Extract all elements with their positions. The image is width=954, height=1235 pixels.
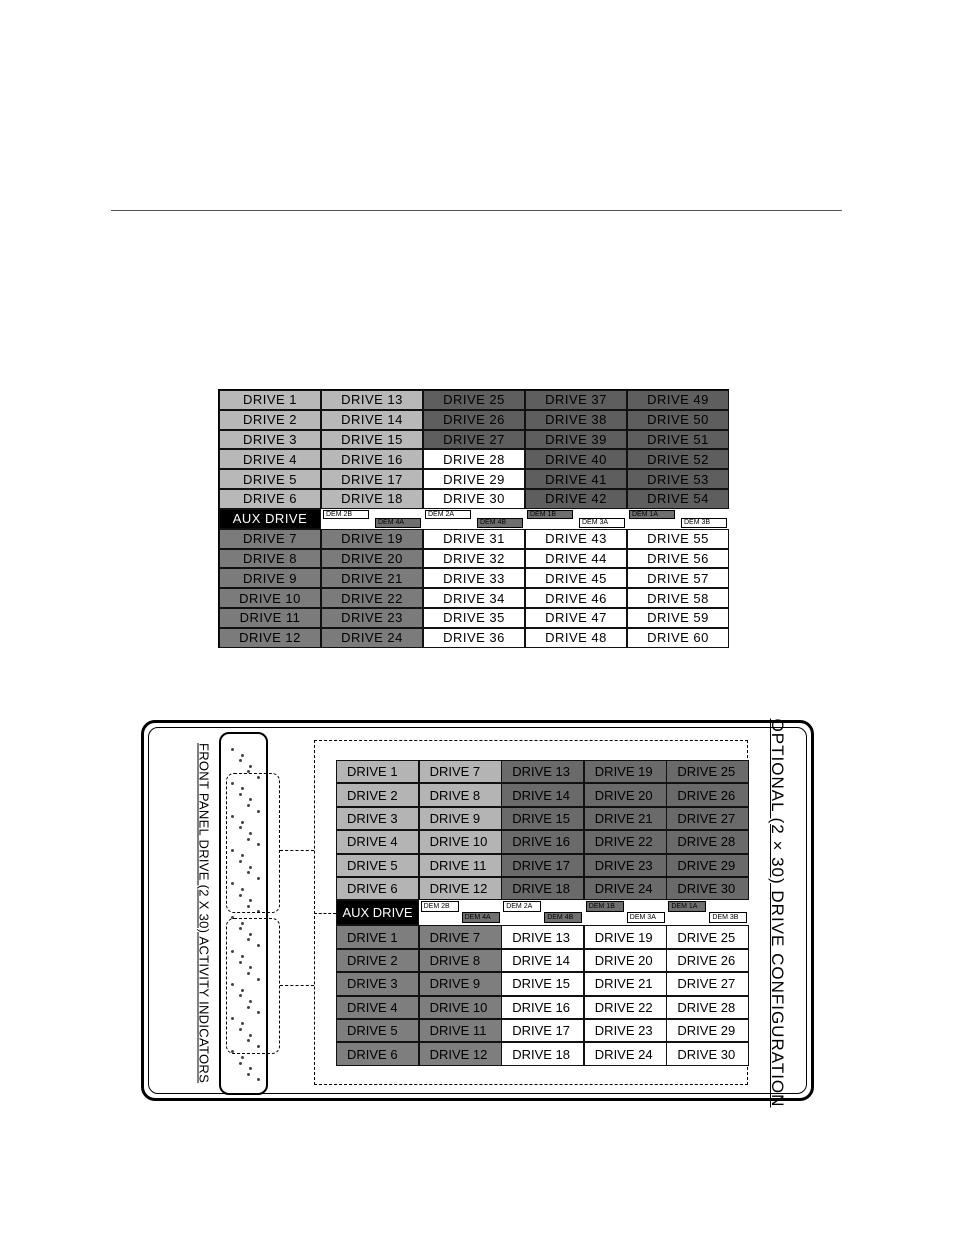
drive-cell: DRIVE 10 [419,996,502,1019]
drive-cell: DRIVE 20 [584,949,667,972]
drive-cell: DRIVE 15 [501,807,584,830]
drive-cell: DRIVE 14 [501,783,584,806]
drive-layout-table [218,389,729,648]
drive-cell: DRIVE 10 [419,830,502,853]
drive-cell: DRIVE 11 [219,608,321,628]
drive-cell: DRIVE 26 [666,783,749,806]
config-column-4 [584,760,667,1067]
drive-cell: DRIVE 5 [336,854,419,877]
indicator-led [231,748,234,751]
drive-cell: DRIVE 25 [666,925,749,948]
dem-label-bottom: DEM 4A [375,518,421,528]
dem-slot [501,900,584,925]
drive-cell: DRIVE 30 [666,1042,749,1065]
drive-cell: DRIVE 23 [321,608,423,628]
drive-cell: DRIVE 49 [627,390,729,410]
drive-cell: DRIVE 3 [336,807,419,830]
drive-cell: DRIVE 4 [336,830,419,853]
drive-cell: DRIVE 35 [423,608,525,628]
drive-cell: DRIVE 19 [584,925,667,948]
drive-cell: DRIVE 21 [321,568,423,588]
dem-label-bottom: DEM 3B [681,518,727,528]
drive-cell: DRIVE 20 [321,549,423,569]
drive-cell: DRIVE 23 [584,854,667,877]
drive-cell: DRIVE 51 [627,430,729,450]
drive-cell: DRIVE 1 [336,760,419,783]
drive-cell: DRIVE 22 [584,996,667,1019]
drive-cell: DRIVE 18 [501,1042,584,1065]
drive-cell: DRIVE 33 [423,568,525,588]
dem-slot [423,509,525,529]
drive-cell: DRIVE 46 [525,588,627,608]
drive-cell: DRIVE 6 [336,877,419,900]
dem-label-bottom: DEM 3A [627,912,665,923]
drive-cell: DRIVE 23 [584,1019,667,1042]
drive-cell: DRIVE 1 [219,390,321,410]
drive-cell: DRIVE 5 [336,1019,419,1042]
drive-cell: DRIVE 16 [501,996,584,1019]
drive-cell: DRIVE 24 [584,877,667,900]
drive-cell: DRIVE 25 [666,760,749,783]
drive-cell: DRIVE 9 [419,807,502,830]
drive-cell: DRIVE 19 [584,760,667,783]
drive-cell: DRIVE 2 [219,410,321,430]
indicator-led [249,1067,252,1070]
drive-cell: DRIVE 22 [584,830,667,853]
config-column-5 [666,760,749,1067]
dem-slot [419,900,502,925]
drive-cell: DRIVE 11 [419,854,502,877]
drive-cell: DRIVE 9 [419,972,502,995]
drive-cell: DRIVE 28 [423,449,525,469]
dem-slot [321,509,423,529]
aux-drive-cell: AUX DRIVE [336,900,419,925]
drive-cell: DRIVE 31 [423,529,525,549]
drive-cell: DRIVE 19 [321,529,423,549]
drive-cell: DRIVE 54 [627,489,729,509]
drive-column-3 [423,390,525,647]
front-panel-diagram [141,718,814,1108]
drive-cell: DRIVE 3 [219,430,321,450]
drive-cell: DRIVE 25 [423,390,525,410]
drive-cell: DRIVE 13 [501,760,584,783]
drive-cell: DRIVE 12 [219,628,321,648]
dem-slot [666,900,749,925]
drive-cell: DRIVE 2 [336,783,419,806]
drive-cell: DRIVE 52 [627,449,729,469]
drive-cell: DRIVE 58 [627,588,729,608]
drive-cell: DRIVE 1 [336,925,419,948]
dem-slot [584,900,667,925]
drive-cell: DRIVE 11 [419,1019,502,1042]
dem-label-top: DEM 1B [527,510,573,519]
drive-cell: DRIVE 22 [321,588,423,608]
header-rule [111,210,842,211]
indicator-led [247,1073,250,1076]
drive-cell: DRIVE 5 [219,469,321,489]
drive-cell: DRIVE 12 [419,1042,502,1065]
drive-cell: DRIVE 34 [423,588,525,608]
config-column-3 [501,760,584,1067]
drive-cell: DRIVE 39 [525,430,627,450]
drive-cell: DRIVE 12 [419,877,502,900]
connector-upper [280,850,314,851]
dem-label-bottom: DEM 4B [477,518,523,528]
drive-cell: DRIVE 24 [321,628,423,648]
drive-cell: DRIVE 4 [219,449,321,469]
drive-cell: DRIVE 29 [666,1019,749,1042]
dem-label-top: DEM 2B [421,901,459,912]
drive-cell: DRIVE 18 [501,877,584,900]
drive-cell: DRIVE 57 [627,568,729,588]
aux-drive-cell: AUX DRIVE [219,509,321,529]
indicator-led [239,759,242,762]
drive-cell: DRIVE 6 [336,1042,419,1065]
drive-cell: DRIVE 29 [423,469,525,489]
drive-cell: DRIVE 30 [423,489,525,509]
drive-cell: DRIVE 44 [525,549,627,569]
drive-cell: DRIVE 27 [666,972,749,995]
drive-cell: DRIVE 28 [666,830,749,853]
indicator-led [241,754,244,757]
drive-cell: DRIVE 47 [525,608,627,628]
drive-cell: DRIVE 41 [525,469,627,489]
drive-cell: DRIVE 56 [627,549,729,569]
drive-cell: DRIVE 30 [666,877,749,900]
indicator-group-lower [226,918,280,1054]
drive-cell: DRIVE 9 [219,568,321,588]
config-label: OPTIONAL (2 × 30) DRIVE CONFIGURATION [768,718,787,1108]
drive-cell: DRIVE 17 [321,469,423,489]
dem-label-top: DEM 2B [323,510,369,519]
drive-column-5 [627,390,729,647]
drive-cell: DRIVE 7 [419,760,502,783]
drive-cell: DRIVE 38 [525,410,627,430]
drive-config-grid [336,760,749,1067]
indicators-label: FRONT PANEL DRIVE (2 X 30) ACTIVITY INDICATORS [196,742,212,1084]
dem-label-top: DEM 2A [425,510,471,519]
drive-cell: DRIVE 17 [501,1019,584,1042]
config-column-1 [336,760,419,1067]
config-column-2 [419,760,502,1067]
indicator-led [239,1062,242,1065]
drive-column-2 [321,390,423,647]
drive-cell: DRIVE 36 [423,628,525,648]
drive-cell: DRIVE 29 [666,854,749,877]
drive-cell: DRIVE 7 [219,529,321,549]
drive-cell: DRIVE 45 [525,568,627,588]
drive-cell: DRIVE 21 [584,807,667,830]
drive-cell: DRIVE 20 [584,783,667,806]
dem-label-bottom: DEM 3B [709,912,747,923]
drive-cell: DRIVE 27 [423,430,525,450]
dem-label-top: DEM 1A [629,510,675,519]
drive-cell: DRIVE 27 [666,807,749,830]
dem-label-top: DEM 1A [668,901,706,912]
drive-cell: DRIVE 37 [525,390,627,410]
dem-label-bottom: DEM 4A [462,912,500,923]
dem-slot [627,509,729,529]
drive-column-4 [525,390,627,647]
drive-cell: DRIVE 8 [419,783,502,806]
indicator-led [257,1078,260,1081]
drive-cell: DRIVE 60 [627,628,729,648]
drive-cell: DRIVE 21 [584,972,667,995]
drive-cell: DRIVE 24 [584,1042,667,1065]
drive-cell: DRIVE 4 [336,996,419,1019]
drive-cell: DRIVE 59 [627,608,729,628]
drive-cell: DRIVE 3 [336,972,419,995]
drive-cell: DRIVE 7 [419,925,502,948]
dem-label-bottom: DEM 4B [544,912,582,923]
drive-cell: DRIVE 13 [321,390,423,410]
connector-lower [280,985,314,986]
dem-label-top: DEM 2A [503,901,541,912]
dem-label-top: DEM 1B [586,901,624,912]
drive-cell: DRIVE 50 [627,410,729,430]
drive-cell: DRIVE 15 [321,430,423,450]
drive-cell: DRIVE 26 [423,410,525,430]
drive-cell: DRIVE 8 [419,949,502,972]
drive-cell: DRIVE 42 [525,489,627,509]
drive-cell: DRIVE 16 [501,830,584,853]
drive-cell: DRIVE 18 [321,489,423,509]
drive-cell: DRIVE 28 [666,996,749,1019]
drive-cell: DRIVE 13 [501,925,584,948]
drive-cell: DRIVE 26 [666,949,749,972]
drive-cell: DRIVE 8 [219,549,321,569]
indicator-led [241,1056,244,1059]
drive-cell: DRIVE 43 [525,529,627,549]
dem-label-bottom: DEM 3A [579,518,625,528]
drive-cell: DRIVE 40 [525,449,627,469]
drive-cell: DRIVE 14 [501,949,584,972]
drive-cell: DRIVE 48 [525,628,627,648]
drive-cell: DRIVE 55 [627,529,729,549]
indicator-group-upper [226,773,280,913]
indicator-led [249,765,252,768]
drive-cell: DRIVE 6 [219,489,321,509]
drive-cell: DRIVE 14 [321,410,423,430]
drive-cell: DRIVE 2 [336,949,419,972]
drive-cell: DRIVE 10 [219,588,321,608]
drive-cell: DRIVE 32 [423,549,525,569]
drive-cell: DRIVE 15 [501,972,584,995]
drive-cell: DRIVE 16 [321,449,423,469]
dem-slot [525,509,627,529]
drive-cell: DRIVE 53 [627,469,729,489]
drive-column-1 [219,390,321,647]
drive-cell: DRIVE 17 [501,854,584,877]
